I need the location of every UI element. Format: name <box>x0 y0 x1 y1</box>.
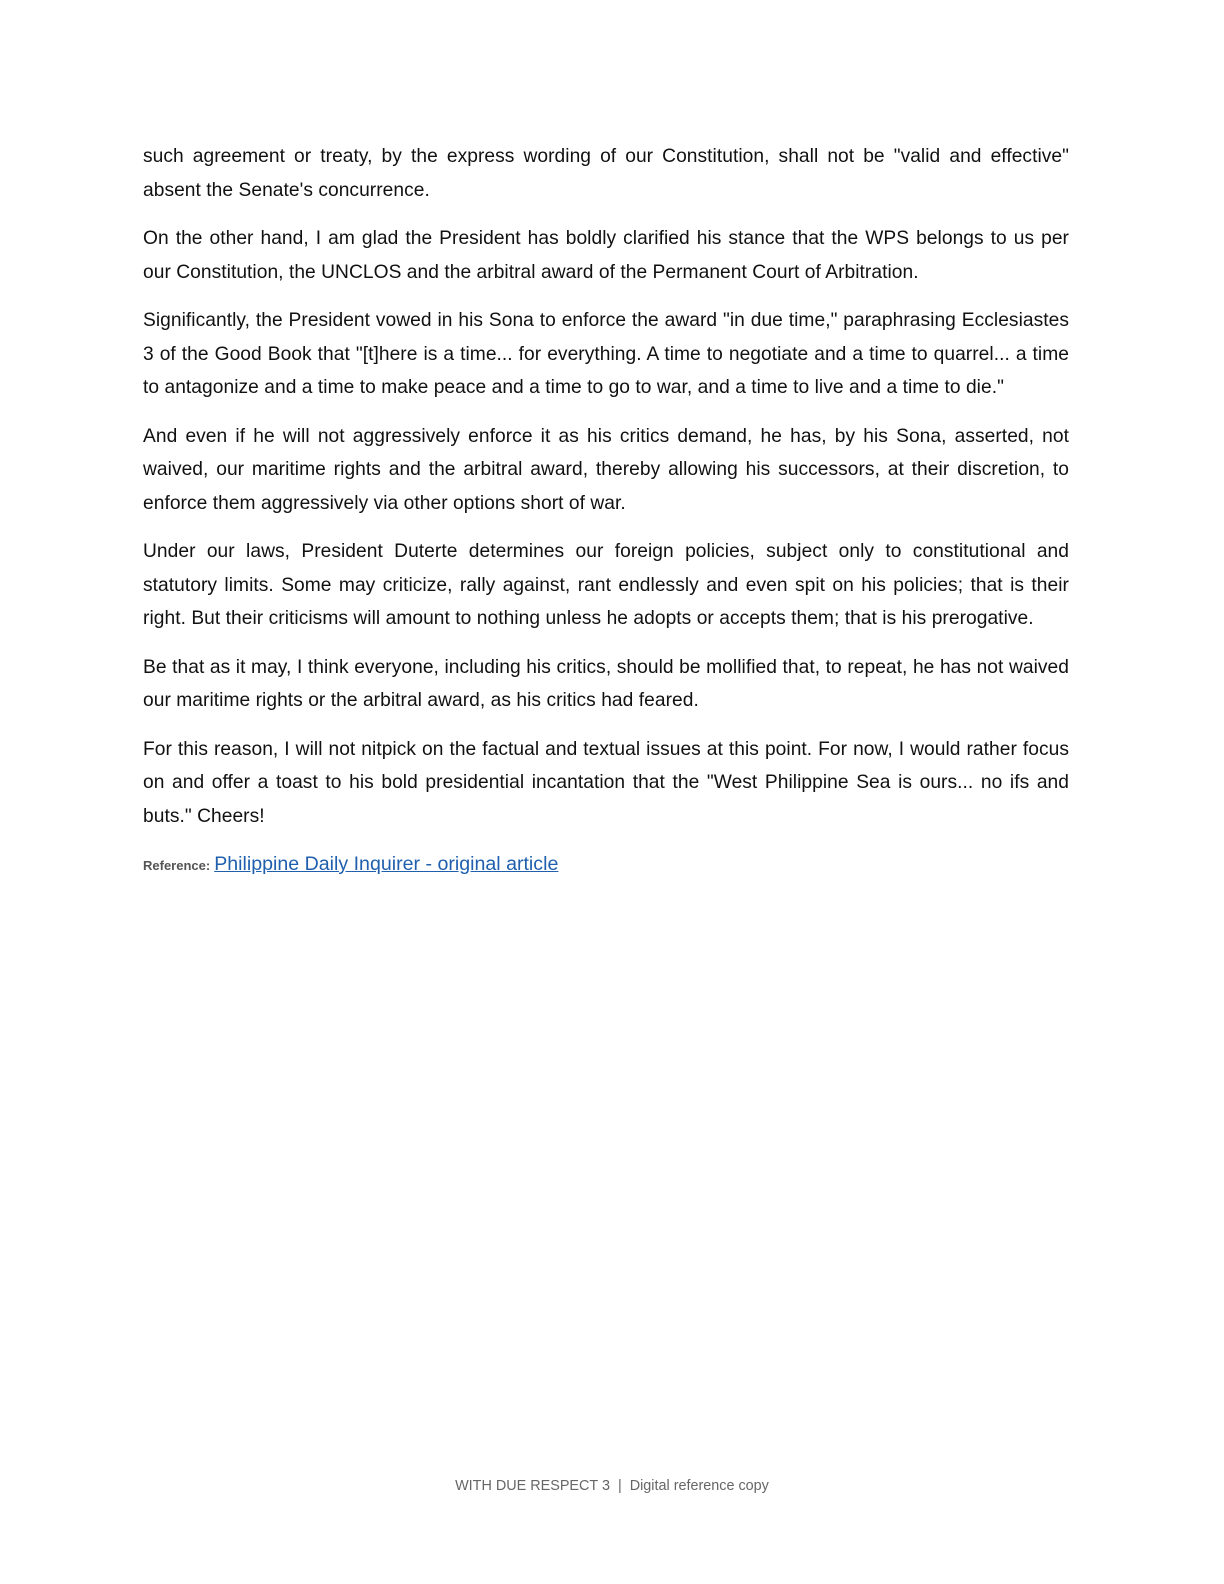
footer-note: Digital reference copy <box>629 1478 769 1494</box>
paragraph-4: And even if he will not aggressively enforce it as his critics demand, he has, by his Sona, asserted, not waived, our maritime rights and the arbitral award, thereby allowing his successors, at their discretion, to enforce them aggressively via other options short of war. <box>143 425 1069 514</box>
paragraph-5: Under our laws, President Duterte determines our foreign policies, subject only to constitutional and statutory limits. Some may criticize, rally against, rant endlessly and even spit on his policies; that is their right. But their criticisms will amount to nothing unless he adopts or accepts them; that is his prerogative. <box>143 541 1069 629</box>
paragraph-1: such agreement or treaty, by the express wording of our Constitution, shall not be "valid and effective" absent the Senate's concurrence. <box>143 146 1069 201</box>
page-footer <box>0 1478 1224 1494</box>
paragraph-6: Be that as it may, I think everyone, including his critics, should be mollified that, to repeat, he has not waived our maritime rights or the arbitral award, as his critics had feared. <box>143 656 1069 711</box>
footer-title: WITH DUE RESPECT 3 <box>455 1478 610 1494</box>
reference-link[interactable]: Philippine Daily Inquirer - original article <box>214 853 559 875</box>
paragraph-3: Significantly, the President vowed in his Sona to enforce the award "in due time," paraphrasing Ecclesiastes 3 of the Good Book that "[t]here is a time... for everything. A time to negotiate and a time to quarrel... a time to antagonize and a time to make peace and a time to go to war, and a time to live and a time to die." <box>143 310 1069 398</box>
document-body <box>143 138 1069 883</box>
paragraph-7: For this reason, I will not nitpick on the factual and textual issues at this point. For now, I would rather focus on and offer a toast to his bold presidential incantation that the "West Philippine Sea is ours... no ifs and buts." Cheers! <box>143 738 1069 827</box>
reference-line <box>143 848 1069 883</box>
reference-label: Reference: <box>143 858 211 873</box>
footer-separator: | <box>617 1478 622 1494</box>
paragraph-2: On the other hand, I am glad the President has boldly clarified his stance that the WPS belongs to us per our Constitution, the UNCLOS and the arbitral award of the Permanent Court of Arbitration. <box>143 228 1069 283</box>
